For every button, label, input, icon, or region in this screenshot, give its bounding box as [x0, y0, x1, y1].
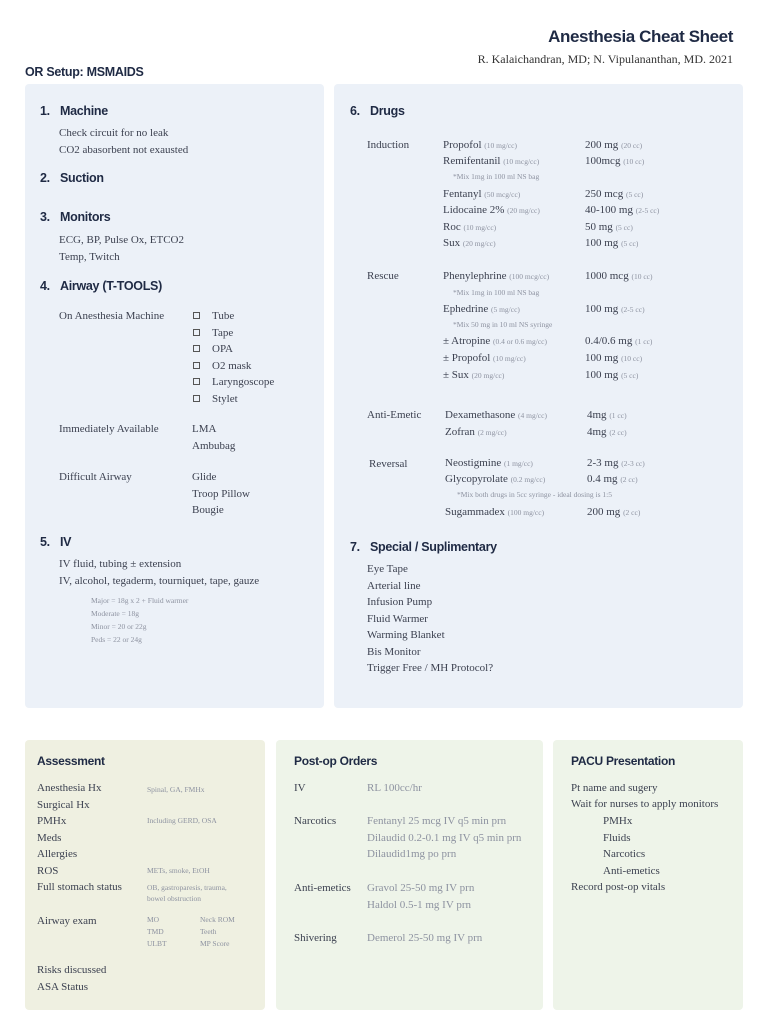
- pacu-line: Pt name and sugery: [571, 782, 658, 794]
- ephed-note: *Mix 50 mg in 10 ml NS syringe: [453, 320, 553, 329]
- authors: R. Kalaichandran, MD; N. Vipulananthan, MD. 2021: [477, 52, 733, 66]
- checkbox-icon[interactable]: [193, 329, 200, 336]
- reversal-mix-note: *Mix both drugs in 5cc syringe - ideal dosing is 1:5: [457, 490, 612, 499]
- airway-exam-label: Airway exam: [37, 915, 97, 927]
- antiemetic-label: Anti-Emetic: [367, 409, 422, 421]
- airway-immediate-label: Immediately Available: [59, 423, 159, 435]
- airway-immediate-items: LMA Ambubag: [192, 423, 236, 452]
- airway-difficult-label: Difficult Airway: [59, 471, 132, 483]
- setup-title: OR Setup: MSMAIDS: [25, 65, 144, 79]
- checklist-item: Stylet: [193, 391, 274, 408]
- drug-dose: 2-3 mg (2-3 cc): [587, 457, 645, 469]
- rescue-label: Rescue: [367, 270, 399, 282]
- page-title: Anesthesia Cheat Sheet: [548, 27, 733, 46]
- induction-label: Induction: [367, 139, 410, 151]
- drug-dose: 200 mg (2 cc): [587, 506, 641, 518]
- asa-label: ASA Status: [37, 981, 89, 993]
- postop-row-label: IV: [294, 782, 306, 794]
- drug-row: Sugammadex (100 mg/cc): [445, 506, 545, 518]
- special-list: Eye Tape Arterial line Infusion Pump Fluid Warmer Warming Blanket Bis Monitor Trigger Free / MH Protocol?: [367, 563, 494, 674]
- drug-row: Remifentanil (10 mcg/cc): [443, 155, 540, 167]
- postop-row-value: Fentanyl 25 mcg IV q5 min prn Dilaudid 0.2-0.1 mg IV q5 min prn Dilaudid1mg po prn: [367, 815, 522, 860]
- drug-dose: 100 mg (5 cc): [585, 237, 639, 249]
- monitors-heading: 3. Monitors: [40, 210, 111, 224]
- stomach-note: OB, gastroparesis, trauma, bowel obstruction: [147, 883, 227, 903]
- checklist-item: Laryngoscope: [193, 374, 274, 391]
- pacu-sublist: PMHx Fluids Narcotics Anti-emetics: [603, 815, 660, 877]
- postop-row-label: Shivering: [294, 932, 337, 944]
- drug-dose: 200 mg (20 cc): [585, 139, 643, 151]
- drug-dose: 100 mg (2-5 cc): [585, 303, 645, 315]
- reversal-label: Reversal: [369, 458, 408, 470]
- checklist-item: O2 mask: [193, 358, 274, 375]
- drug-dose: 0.4/0.6 mg (1 cc): [585, 335, 653, 347]
- drug-dose: 250 mcg (5 cc): [585, 188, 644, 200]
- postop-title: Post-op Orders: [294, 754, 378, 768]
- ros-note: METs, smoke, EtOH: [147, 866, 210, 875]
- drug-row: Glycopyrolate (0.2 mg/cc): [445, 473, 546, 485]
- checklist-item: OPA: [193, 341, 274, 358]
- monitors-lines: ECG, BP, Pulse Ox, ETCO2 Temp, Twitch: [59, 234, 184, 263]
- airway-checklist: [193, 308, 274, 407]
- drug-dose: 4mg (1 cc): [587, 409, 627, 421]
- drug-row: Phenylephrine (100 mcg/cc): [443, 270, 550, 282]
- drug-dose: 0.4 mg (2 cc): [587, 473, 638, 485]
- checkbox-icon[interactable]: [193, 378, 200, 385]
- machine-lines: Check circuit for no leak CO2 abasorbent not exausted: [59, 127, 189, 156]
- drug-row: ± Atropine (0.4 or 0.6 mg/cc): [443, 335, 547, 347]
- iv-heading: 5. IV: [40, 535, 72, 549]
- iv-sizes: Major = 18g x 2 + Fluid warmer Moderate = 18g Minor = 20 or 22g Peds = 22 or 24g: [91, 596, 189, 644]
- drug-dose: 100 mg (10 cc): [585, 352, 643, 364]
- drug-row: Zofran (2 mg/cc): [445, 426, 507, 438]
- drug-row: Dexamethasone (4 mg/cc): [445, 409, 547, 421]
- assessment-list: Anesthesia Hx Surgical Hx PMHx Meds Allergies ROS Full stomach status: [37, 782, 122, 893]
- pacu-line: Wait for nurses to apply monitors: [571, 798, 719, 810]
- drug-dose: 100mcg (10 cc): [585, 155, 645, 167]
- postop-row-value: Demerol 25-50 mg IV prn: [367, 932, 483, 944]
- machine-heading: 1. Machine: [40, 104, 108, 118]
- anesthesia-hx-note: Spinal, GA, FMHx: [147, 785, 205, 794]
- postop-row-label: Narcotics: [294, 815, 337, 827]
- risks-label: Risks discussed: [37, 964, 107, 976]
- postop-row-label: Anti-emetics: [294, 882, 351, 894]
- assessment-title: Assessment: [37, 754, 105, 768]
- drug-row: Fentanyl (50 mcg/cc): [443, 188, 521, 200]
- drug-row: Roc (10 mg/cc): [443, 221, 497, 233]
- airway-heading: 4. Airway (T-TOOLS): [40, 279, 162, 293]
- pacu-title: PACU Presentation: [571, 754, 676, 768]
- pmhx-note: Including GERD, OSA: [147, 816, 217, 825]
- drug-row: Lidocaine 2% (20 mg/cc): [443, 204, 540, 216]
- checkbox-icon[interactable]: [193, 312, 200, 319]
- drug-dose: 50 mg (5 cc): [585, 221, 633, 233]
- airway-exam-grid: MO Neck ROM TMD Teeth ULBT MP Score: [147, 915, 235, 948]
- remi-note: *Mix 1mg in 100 ml NS bag: [453, 172, 540, 181]
- drug-row: ± Propofol (10 mg/cc): [443, 352, 526, 364]
- checklist-item: Tube: [193, 308, 274, 325]
- drug-row: Sux (20 mg/cc): [443, 237, 496, 249]
- airway-on-machine-label: On Anesthesia Machine: [59, 310, 165, 322]
- drug-row: Ephedrine (5 mg/cc): [443, 303, 520, 315]
- checkbox-icon[interactable]: [193, 362, 200, 369]
- drug-dose: 4mg (2 cc): [587, 426, 627, 438]
- drug-dose: 100 mg (5 cc): [585, 369, 639, 381]
- special-heading: 7. Special / Suplimentary: [350, 540, 497, 554]
- airway-difficult-items: Glide Troop Pillow Bougie: [192, 471, 250, 516]
- drug-row: Neostigmine (1 mg/cc): [445, 457, 533, 469]
- drug-row: ± Sux (20 mg/cc): [443, 369, 505, 381]
- suction-heading: 2. Suction: [40, 171, 104, 185]
- phenyl-note: *Mix 1mg in 100 ml NS bag: [453, 288, 540, 297]
- pacu-line: Record post-op vitals: [571, 881, 666, 893]
- checkbox-icon[interactable]: [193, 345, 200, 352]
- postop-row-value: Gravol 25-50 mg IV prn Haldol 0.5-1 mg IV prn: [367, 882, 475, 911]
- iv-lines: IV fluid, tubing ± extension IV, alcohol, tegaderm, tourniquet, tape, gauze: [59, 558, 260, 587]
- postop-row-value: RL 100cc/hr: [367, 782, 422, 794]
- drug-row: Propofol (10 mg/cc): [443, 139, 517, 151]
- checklist-item: Tape: [193, 325, 274, 342]
- checkbox-icon[interactable]: [193, 395, 200, 402]
- drug-dose: 1000 mcg (10 cc): [585, 270, 653, 282]
- drugs-heading: 6. Drugs: [350, 104, 405, 118]
- drug-dose: 40-100 mg (2-5 cc): [585, 204, 660, 216]
